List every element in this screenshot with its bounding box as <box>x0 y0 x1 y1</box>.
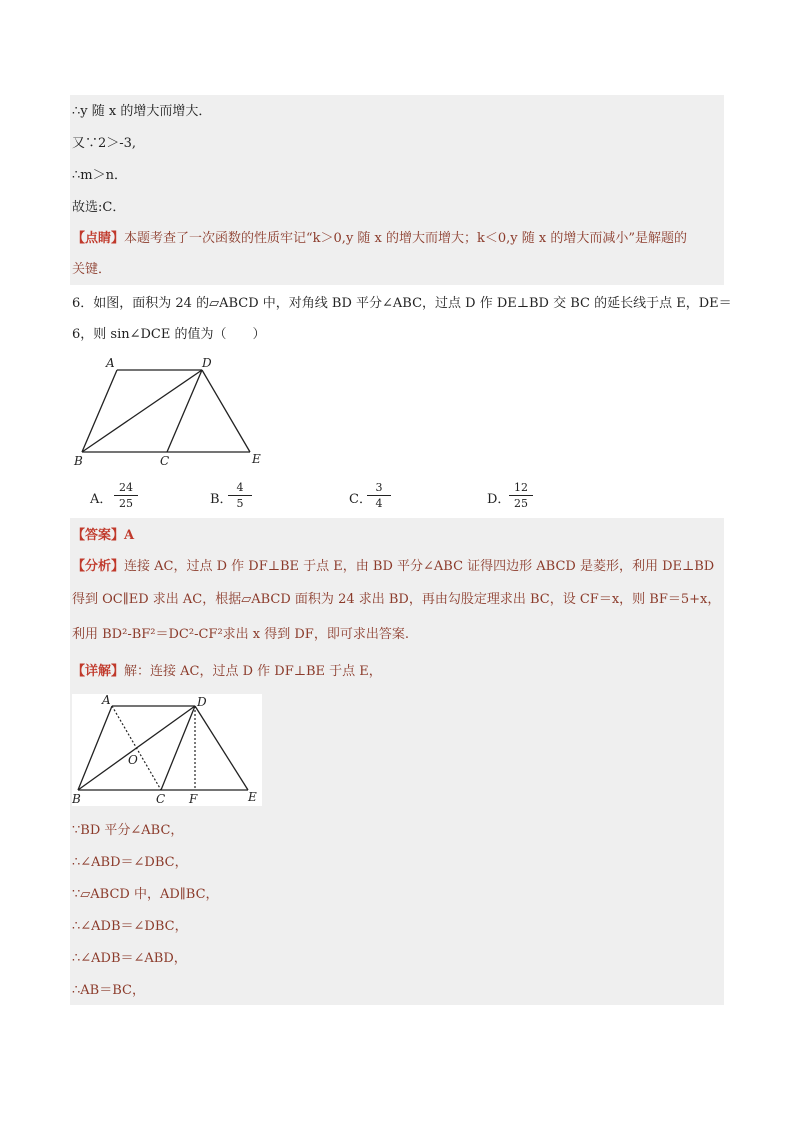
analysis-line: 得到 OC∥ED 求出 AC，根据▱ABCD 面积为 24 求出 BD，再由勾股定理求出 BC，设 CF＝x，则 BF＝5+x， <box>72 592 721 607</box>
option-b-fraction: $\frac{4}{5}$ <box>228 481 252 510</box>
label-B: B <box>74 454 83 468</box>
analysis-line: 利用 BD²-BF²＝DC²-CF²求出 x 得到 DF，即可求出答案. <box>72 627 409 642</box>
text-line: 又∵2＞-3, <box>72 136 137 151</box>
answer-tag: 【答案】 <box>72 528 125 543</box>
text-line: 故选:C． <box>72 200 126 215</box>
step-line: ∴AB＝BC， <box>72 983 145 998</box>
label-E: E <box>252 452 261 466</box>
label-D: D <box>202 356 212 370</box>
label-C: C <box>160 454 170 468</box>
option-d[interactable]: D． <box>487 492 511 507</box>
question-line: 6．如图，面积为 24 的▱ABCD 中，对角线 BD 平分∠ABC，过点 D 作 DE⊥BD 交 BC 的延长线于点 E，DE＝ <box>72 296 732 311</box>
text-line: 关键． <box>72 262 112 277</box>
step-line: ∵BD 平分∠ABC， <box>72 823 184 838</box>
detail-tag: 【详解】 <box>72 664 125 679</box>
label-O: O <box>128 753 138 767</box>
dianjing-tag: 【点睛】 <box>72 231 125 246</box>
solution-block-top <box>70 95 724 285</box>
label-A: A <box>106 356 115 370</box>
text-line: ∴y 随 x 的增大而增大． <box>72 104 212 119</box>
label-D: D <box>197 695 207 709</box>
answer-value: A <box>124 528 135 543</box>
detail-line: 【详解】解：连接 AC，过点 D 作 DF⊥BE 于点 E， <box>72 664 382 679</box>
label-C: C <box>156 792 166 806</box>
text-line: ∴m＞n． <box>72 168 127 183</box>
question-line: 6，则 sin∠DCE 的值为（ ） <box>72 327 266 342</box>
option-c-fraction: $\frac{3}{4}$ <box>367 481 391 510</box>
step-line: ∴∠ADB＝∠DBC， <box>72 919 188 934</box>
option-d-fraction: $\frac{12}{25}$ <box>509 481 533 510</box>
step-line: ∵▱ABCD 中，AD∥BC， <box>72 887 219 902</box>
dianjing-text: 本题考查了一次函数的性质牢记“k＞0,y 随 x 的增大而增大；k＜0,y 随 x 的增大而减小”是解题的 <box>124 231 688 246</box>
dianjing-line <box>72 231 687 247</box>
label-B: B <box>72 792 81 806</box>
step-line: ∴∠ABD＝∠DBC， <box>72 855 188 870</box>
option-b[interactable]: B． <box>210 492 233 507</box>
step-line: ∴∠ADB＝∠ABD， <box>72 951 187 966</box>
parallelogram-figure <box>72 355 272 470</box>
option-a-fraction: $\frac{24}{25}$ <box>114 481 138 510</box>
label-F: F <box>189 792 198 806</box>
answer-line <box>72 528 134 544</box>
option-a[interactable]: A． <box>90 492 113 507</box>
option-c[interactable]: C． <box>349 492 372 507</box>
label-A: A <box>102 694 111 707</box>
analysis-line: 【分析】连接 AC，过点 D 作 DF⊥BE 于点 E，由 BD 平分∠ABC 证得四边形 ABCD 是菱形，利用 DE⊥BD <box>72 559 715 574</box>
label-E: E <box>248 790 257 804</box>
analysis-tag: 【分析】 <box>72 559 125 574</box>
solution-figure <box>72 694 262 806</box>
